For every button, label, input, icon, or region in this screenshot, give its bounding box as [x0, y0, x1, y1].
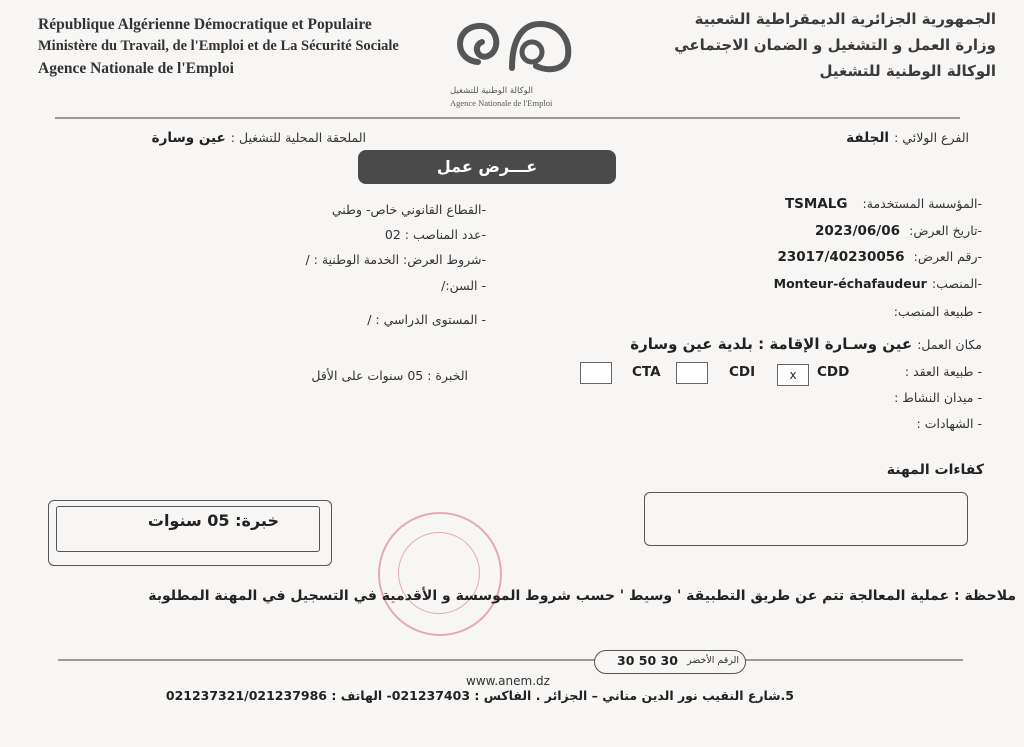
position-label: -المنصب:	[931, 276, 982, 291]
date-row	[815, 220, 982, 239]
header-ar-line3: الوكالة الوطنية للتشغيل	[819, 62, 996, 80]
green-number-value: 30 50 30	[617, 653, 678, 668]
header-ar-line2: وزارة العمل و التشغيل و الضمان الاجتماعي	[674, 36, 996, 54]
employer-row	[785, 193, 982, 212]
footer-divider	[58, 659, 963, 661]
number-value: 23017/40230056	[777, 249, 905, 265]
conditions-field: -شروط العرض: الخدمة الوطنية : /	[305, 252, 486, 267]
sector-field: -القطاع القانوني خاص- وطني	[331, 202, 486, 217]
workplace-value: عين وسـارة الإقامة : بلدية عين وسارة	[630, 335, 913, 353]
anem-logo	[440, 10, 590, 110]
experience-field: الخبرة : 05 سنوات على الأقل	[311, 368, 468, 383]
header-fr-line1: République Algérienne Démocratique et Populaire	[38, 16, 372, 33]
logo-fr-text: Agence Nationale de l'Emploi	[450, 98, 553, 108]
local-branch-value: عين وسارة	[151, 130, 226, 146]
age-field: - السن:/	[441, 278, 486, 293]
cdd-label: CDD	[817, 364, 850, 380]
note-text: ملاحظة : عملية المعالجة تتم عن طريق التطبيقة ' وسيط ' حسب شروط الموسسة و الأقدمية في التسجيل في المهنة المطلوبة	[148, 588, 1016, 604]
green-number-box	[594, 650, 746, 674]
skills-box	[644, 492, 968, 546]
local-branch-label: الملحقة المحلية للتشغيل :	[230, 130, 366, 145]
header-fr-line3: Agence Nationale de l'Emploi	[38, 60, 234, 77]
branch-row	[846, 127, 969, 146]
number-row	[778, 246, 983, 265]
local-branch-row	[152, 127, 366, 146]
header-ar-line1: الجمهورية الجزائرية الديمقراطية الشعبية	[694, 10, 996, 28]
green-number-label: الرقم الأخضر	[687, 655, 740, 666]
cdi-checkbox[interactable]	[676, 362, 708, 384]
position-nature-label: - طبيعة المنصب:	[893, 304, 982, 319]
workplace-label: مكان العمل:	[917, 337, 982, 352]
education-field: - المستوى الدراسي : /	[367, 312, 486, 327]
cdd-checkbox[interactable]: x	[777, 364, 809, 386]
certificates-label: - الشهادات :	[916, 416, 982, 431]
logo-ar-text: الوكالة الوطنية للتشغيل	[450, 86, 533, 96]
offer-title: عـــرض عمل	[358, 150, 616, 184]
employer-value: TSMALG	[784, 196, 848, 212]
cdi-label: CDI	[729, 364, 756, 380]
contract-label: - طبيعة العقد :	[904, 364, 982, 379]
footer-address: 5.شارع النقيب نور الدين مناني – الجزائر . الفاكس : 021237403- الهاتف : 021237321/021237986	[165, 688, 794, 703]
position-value: Monteur-échafaudeur	[773, 276, 927, 291]
date-value: 2023/06/06	[815, 223, 901, 239]
anem-logo-icon	[440, 10, 590, 88]
date-label: -تاريخ العرض:	[909, 223, 982, 238]
skills-label: كفاءات المهنة	[886, 462, 984, 478]
number-label: -رقم العرض:	[913, 249, 982, 264]
activity-label: - ميدان النشاط :	[894, 390, 982, 405]
header-divider	[55, 117, 960, 119]
branch-label: الفرع الولائي :	[894, 130, 969, 145]
employer-label: -المؤسسة المستخدمة:	[862, 196, 982, 211]
header-fr-line2: Ministère du Travail, de l'Emploi et de La Sécurité Sociale	[38, 38, 399, 54]
experience-box-text: خبرة: 05 سنوات	[147, 511, 279, 530]
branch-value: الجلفة	[846, 130, 890, 146]
website[interactable]: www.anem.dz	[466, 674, 550, 688]
cta-label: CTA	[632, 364, 661, 380]
positions-field: -عدد المناصب : 02	[384, 227, 486, 242]
cta-checkbox[interactable]	[580, 362, 612, 384]
workplace-row	[630, 334, 982, 353]
position-row	[774, 273, 982, 292]
